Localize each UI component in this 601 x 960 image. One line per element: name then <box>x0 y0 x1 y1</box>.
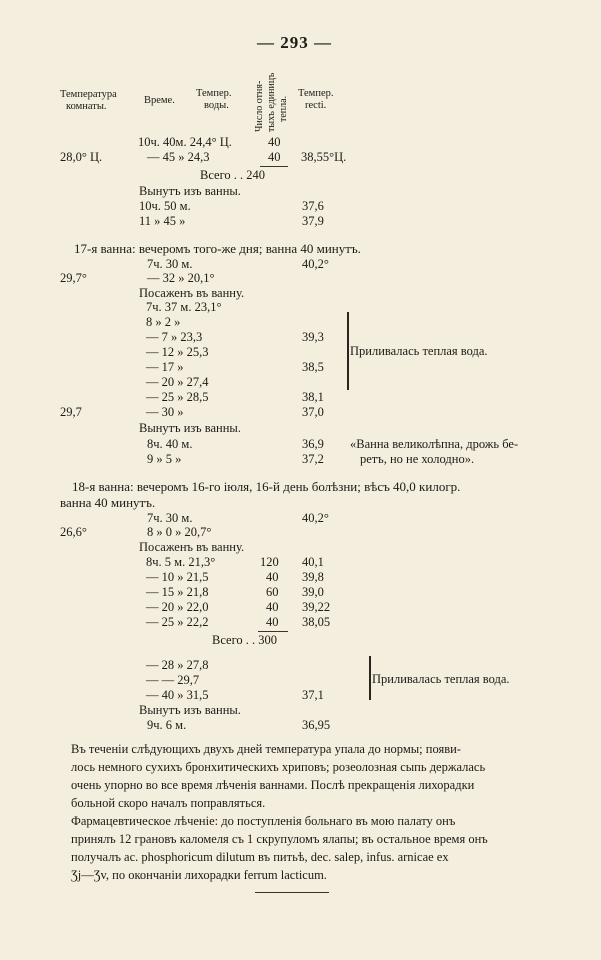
paragraph-line: лось немного сухихъ бронхитическихъ хриповъ; розеолозная сыпь держалась <box>71 760 486 774</box>
header-recti-temp-2: recti. <box>305 100 327 111</box>
b1-r3-time: 10ч. 50 м. <box>139 199 191 213</box>
b1-total: Всего . . 240 <box>200 168 266 182</box>
bath17-seated: Посаженъ въ ванну. <box>139 286 245 300</box>
header-recti-temp: Темпер. <box>298 88 334 99</box>
end-rule <box>255 892 329 893</box>
bath18-row-4-units: 40 <box>266 615 279 629</box>
bath17-row-2-recti: 39,3 <box>302 330 324 344</box>
bath17-o1-time: 8ч. 40 м. <box>147 437 193 451</box>
bath18-r2-time: 8 » 0 » 20,7° <box>147 525 212 539</box>
bath17-quote-2: ретъ, но не холодно». <box>360 452 475 466</box>
bath18-title-1: 18-я ванна: вечеромъ 16-го іюля, 16-й день болѣзни; вѣсъ 40,0 килогр. <box>72 479 461 494</box>
sum-line <box>260 166 288 167</box>
b1-r1-time: 10ч. 40м. 24,4° Ц. <box>138 135 232 149</box>
b1-r3-recti: 37,6 <box>302 199 324 213</box>
bath18-row-0-time: 8ч. 5 м. 21,3° <box>146 555 216 569</box>
bath17-r2-room: 29,7° <box>60 271 87 285</box>
bath18-o1-recti: 36,95 <box>302 718 331 732</box>
bath18-row-0-recti: 40,1 <box>302 555 324 569</box>
bath18-row-4-recti: 38,05 <box>302 615 331 629</box>
bath18-row-4-time: — 25 » 22,2 <box>146 615 209 629</box>
bath17-out-label: Вынутъ изъ ванны. <box>139 421 241 435</box>
b1-r2-units: 40 <box>268 150 281 164</box>
bath18-row2-0-time: — 28 » 27,8 <box>146 658 209 672</box>
header-room-temp: Температура <box>60 89 117 100</box>
bath18-row2-1-time: — — 29,7 <box>146 673 200 687</box>
bath18-row2-2-recti: 37,1 <box>302 688 324 702</box>
bath17-row-4-time: — 17 » <box>146 360 184 374</box>
bath17-brace-note: Приливалась теплая вода. <box>350 344 488 358</box>
bath18-out-label: Вынутъ изъ ванны. <box>139 703 241 717</box>
bath17-o2-recti: 37,2 <box>302 452 324 466</box>
header-units-3: тепла. <box>278 95 289 122</box>
bath17-r1-recti: 40,2° <box>302 257 329 271</box>
bath18-r1-time: 7ч. 30 м. <box>147 511 193 525</box>
paragraph-line: очень упорно во все время лѣченія ваннами. Послѣ прекращенія лихорадки <box>71 778 475 792</box>
bath17-row-7-time: — 30 » <box>146 405 184 419</box>
bath18-row-3-recti: 39,22 <box>302 600 331 614</box>
b1-out-label: Вынутъ изъ ванны. <box>139 184 241 198</box>
bath17-row-6-time: — 25 » 28,5 <box>146 390 209 404</box>
bath18-row-1-recti: 39,8 <box>302 570 324 584</box>
paragraph-line: Въ теченіи слѣдующихъ двухъ дней температура упала до нормы; появи- <box>71 742 461 756</box>
bath17-row-6-recti: 38,1 <box>302 390 324 404</box>
bath17-r1-time: 7ч. 30 м. <box>147 257 193 271</box>
header-units-1: Число отня- <box>254 80 265 132</box>
bath18-row-2-time: — 15 » 21,8 <box>146 585 209 599</box>
bath17-row-7-recti: 37,0 <box>302 405 324 419</box>
header-time: Време. <box>144 95 175 106</box>
header-water-temp: Темпер. <box>196 88 232 99</box>
page-number: — 293 — <box>257 33 332 52</box>
bath18-total: Всего . . 300 <box>212 633 278 647</box>
paragraph-line: принялъ 12 грановъ каломеля съ 1 скрупуломъ ялапы; въ остальное время онъ <box>71 832 488 846</box>
b1-r2-recti: 38,55°Ц. <box>301 150 347 164</box>
bath17-row-2-time: — 7 » 23,3 <box>146 330 203 344</box>
bath17-row-0-time: 7ч. 37 м. 23,1° <box>146 300 222 314</box>
bath17-row-7-room: 29,7 <box>60 405 82 419</box>
bath18-row-0-units: 120 <box>260 555 279 569</box>
paragraph-line: больной скоро началъ поправляться. <box>71 796 266 810</box>
paragraph-line: Ʒj—Ʒv, по окончаніи лихорадки ferrum lacticum. <box>71 868 327 882</box>
paragraph-pharmacy <box>71 812 541 884</box>
bath17-row-3-time: — 12 » 25,3 <box>146 345 209 359</box>
bath18-row2-2-time: — 40 » 31,5 <box>146 688 209 702</box>
bath18-seated: Посаженъ въ ванну. <box>139 540 245 554</box>
brace-bath18 <box>365 656 371 700</box>
bath17-r2-time: — 32 » 20,1° <box>147 271 215 285</box>
bath17-row-4-recti: 38,5 <box>302 360 324 374</box>
b1-r2-time: — 45 » 24,3 <box>147 150 210 164</box>
bath17-title: 17-я ванна: вечеромъ того-же дня; ванна 40 минутъ. <box>74 241 361 256</box>
bath18-row-3-units: 40 <box>266 600 279 614</box>
bath17-row-1-time: 8 » 2 » <box>146 315 181 329</box>
bath18-row-2-recti: 39,0 <box>302 585 324 599</box>
bath18-row-3-time: — 20 » 22,0 <box>146 600 209 614</box>
paragraph-line: получалъ ac. phosphoricum dilutum въ питьѣ, dec. salep, infus. arnicae ex <box>71 850 449 864</box>
header-room-temp-2: комнаты. <box>66 101 107 112</box>
header-units-2: тыхъ единицъ <box>266 72 277 132</box>
bath18-o1-time: 9ч. 6 м. <box>147 718 187 732</box>
bath18-row-2-units: 60 <box>266 585 279 599</box>
b1-r2-room: 28,0° Ц. <box>60 150 103 164</box>
header-water-temp-2: воды. <box>204 100 229 111</box>
bath17-o1-recti: 36,9 <box>302 437 324 451</box>
bath18-r2-room: 26,6° <box>60 525 87 539</box>
paragraph-course <box>71 740 541 812</box>
b1-r1-units: 40 <box>268 135 281 149</box>
sum-line-2 <box>258 631 288 632</box>
paragraph-line: Фармацевтическое лѣченіе: до поступленія больнаго въ мою палату онъ <box>71 814 456 828</box>
bath17-row-5-time: — 20 » 27,4 <box>146 375 209 389</box>
bath18-row-1-time: — 10 » 21,5 <box>146 570 209 584</box>
bath18-r1-recti: 40,2° <box>302 511 329 525</box>
bath18-brace-note: Приливалась теплая вода. <box>372 672 510 686</box>
bath17-o2-time: 9 » 5 » <box>147 452 182 466</box>
b1-r4-time: 11 » 45 » <box>139 214 186 228</box>
b1-r4-recti: 37,9 <box>302 214 324 228</box>
bath18-title-2: ванна 40 минутъ. <box>60 495 156 510</box>
brace-bath17 <box>343 312 349 390</box>
bath17-quote-1: «Ванна великолѣпна, дрожь бе- <box>350 437 519 451</box>
bath18-row-1-units: 40 <box>266 570 279 584</box>
